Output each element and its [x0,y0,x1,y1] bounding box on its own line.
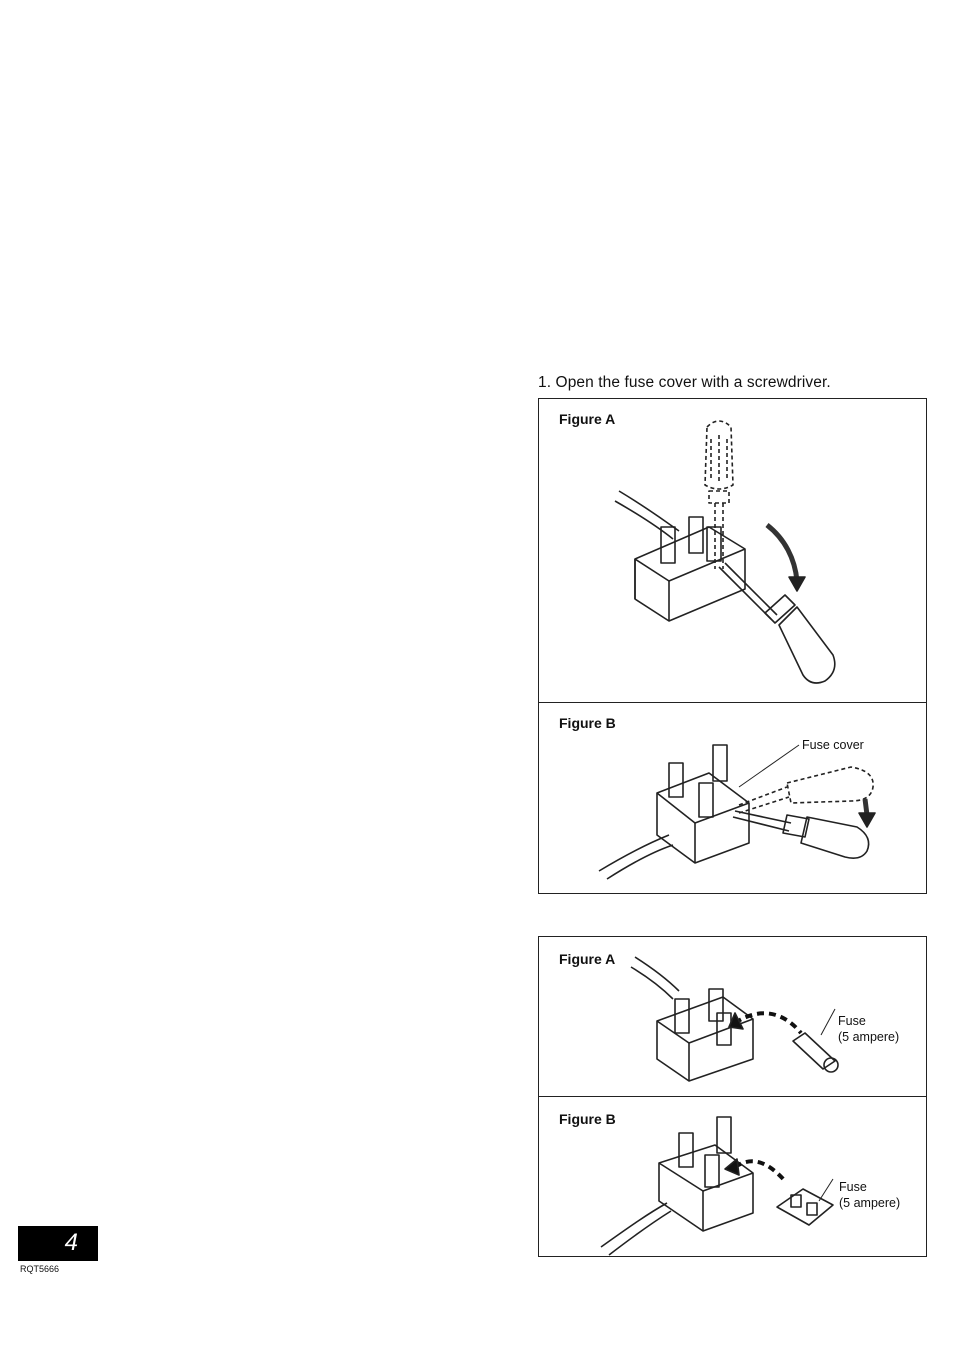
figure-b-open-cover-panel [538,702,927,894]
figure-a-fuse-panel [538,936,927,1097]
fuse-insert-illustration-a [539,937,928,1098]
step-1-instruction: 1. Open the fuse cover with a screwdriver. [538,374,831,391]
figure-b-fuse-label: Figure B [559,1111,616,1127]
figure-a-open-cover-panel [538,398,927,703]
figure-b-label: Figure B [559,715,616,731]
figure-a-label: Figure A [559,411,616,427]
document-code: RQT5666 [20,1264,60,1274]
fuse-a-callout-line2: (5 ampere) [838,1030,900,1044]
fuse-a-callout-line1: Fuse [838,1014,866,1028]
fuse-b-callout-line1: Fuse [839,1180,867,1194]
plug-screwdriver-illustration-b [539,703,928,895]
page-number: 4 [64,1229,78,1256]
fuse-insert-illustration-b [539,1097,928,1258]
figure-b-fuse-panel [538,1096,927,1257]
plug-screwdriver-illustration-a [539,399,928,704]
fuse-cover-callout: Fuse cover [802,738,864,752]
page-number-box [18,1226,98,1261]
figure-a-fuse-label: Figure A [559,951,616,967]
fuse-b-callout-line2: (5 ampere) [839,1196,901,1210]
